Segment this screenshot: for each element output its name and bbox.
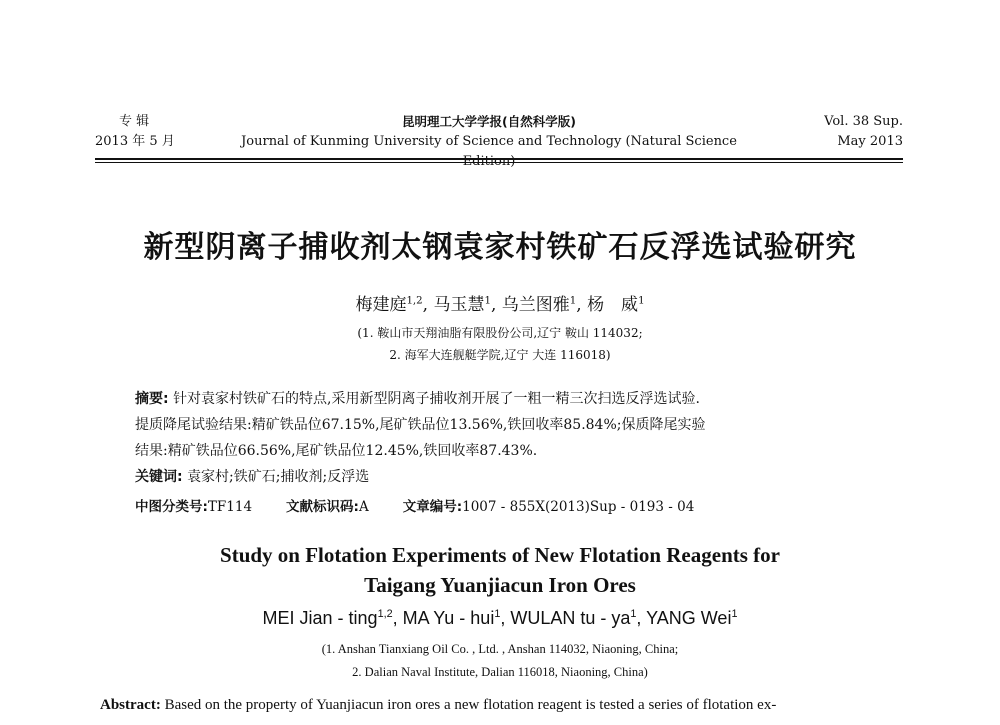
special-issue-label: 专 辑 [119,114,150,129]
author-name: 马玉慧 [433,295,485,315]
journal-header [95,112,903,169]
affiliation-cn-1: (1. 鞍山市天翔油脂有限股份公司,辽宁 鞍山 114032; [357,326,643,340]
affiliation-en-2: 2. Dalian Naval Institute, Dalian 116018, Niaoning, China) [352,665,648,679]
affiliation-en-1: (1. Anshan Tianxiang Oil Co. , Ltd. , Anshan 114032, Niaoning, China; [321,642,679,656]
abstract-en-label: Abstract: [100,697,161,713]
abstract-cn-line: 结果:精矿铁品位66.56%,尾矿铁品位12.45%,铁回收率87.43%. [135,443,538,459]
affiliation-cn-2: 2. 海军大连舰艇学院,辽宁 大连 116018) [389,348,611,362]
author-list-en: MEI Jian - ting$^{1,2}$, MA Yu - hui$^1$, WULAN tu - $ya^1$, YANG Wei$^1$ [262,608,738,628]
author-affiliation-mark: 1 [731,608,738,620]
doc-code-label: 文献标识码: [286,499,359,515]
volume-label: Vol. 38 Sup. [824,114,903,129]
abstract-cn-label: 摘要: [135,391,169,407]
keywords-cn-label: 关键词: [135,469,183,485]
paper-title-en-line: Taigang Yuanjiacun Iron Ores [364,573,636,597]
author-affiliation-mark: 1 [569,295,577,307]
author-name: MA Yu - hui [402,608,495,628]
author-affiliation-mark: 1,2 [406,295,423,307]
header-right [763,112,903,152]
author-affiliation-mark: 1 [484,295,491,307]
abstract-en [100,697,910,714]
journal-name-en: Journal of Kunming University of Science and Technology (Natural Science Edition) [241,134,737,169]
keywords-cn [135,464,875,490]
author-name: WULAN tu - ya [510,608,631,628]
author-name: YANG Wei [646,608,732,628]
author-name: 乌兰图雅 [501,295,570,315]
clc-value: TF114 [207,499,253,515]
header-left [95,112,215,152]
author-affiliation-mark: 1 [638,295,645,307]
abstract-en-text: Based on the property of Yuanjiacun iron ores a new flotation reagent is tested a series of flotation ex- [164,697,777,713]
author-list-cn: 梅建庭$^{1,2}$, 马玉慧$^1$, 乌兰图雅$^1$, 杨 威$^1$ [355,295,645,315]
author-name: MEI Jian - ting [262,608,378,628]
journal-name-cn: 昆明理工大学学报(自然科学版) [402,114,576,129]
article-number-label: 文章编号: [402,499,463,515]
abstract-cn-line: 摘要: 针对袁家村铁矿石的特点,采用新型阴离子捕收剂开展了一粗一精三次扫选反浮选试验. [135,391,700,407]
paper-title-cn: 新型阴离子捕收剂太钢袁家村铁矿石反浮选试验研究 [143,230,857,265]
author-name: 杨 威 [587,295,639,315]
issue-date-en: May 2013 [837,134,903,149]
issue-date-cn: 2013 年 5 月 [95,134,175,149]
keywords-cn-text: 袁家村;铁矿石;捕收剂;反浮选 [187,469,370,485]
header-rule-thin [95,162,903,163]
doc-code-value: A [358,499,369,515]
author-name: 梅建庭 [355,295,407,315]
paper-title-en-line: Study on Flotation Experiments of New Flotation Reagents for [220,543,780,567]
author-affiliation-mark: 1 [630,608,637,620]
paper-title-en [0,540,1000,600]
author-affiliation-mark: 1 [494,608,501,620]
abstract-cn-line: 提质降尾试验结果:精矿铁品位67.15%,尾矿铁品位13.56%,铁回收率85.84%;保质降尾实验 [135,417,706,433]
header-rule-thick [95,158,903,160]
header-center [215,112,763,172]
article-number-value: 1007 - 855X(2013)Sup - 0193 - 04 [462,499,695,515]
author-affiliation-mark: 1,2 [377,608,393,620]
clc-label: 中图分类号: [135,499,208,515]
classification-line [135,495,875,515]
abstract-cn [135,386,875,490]
